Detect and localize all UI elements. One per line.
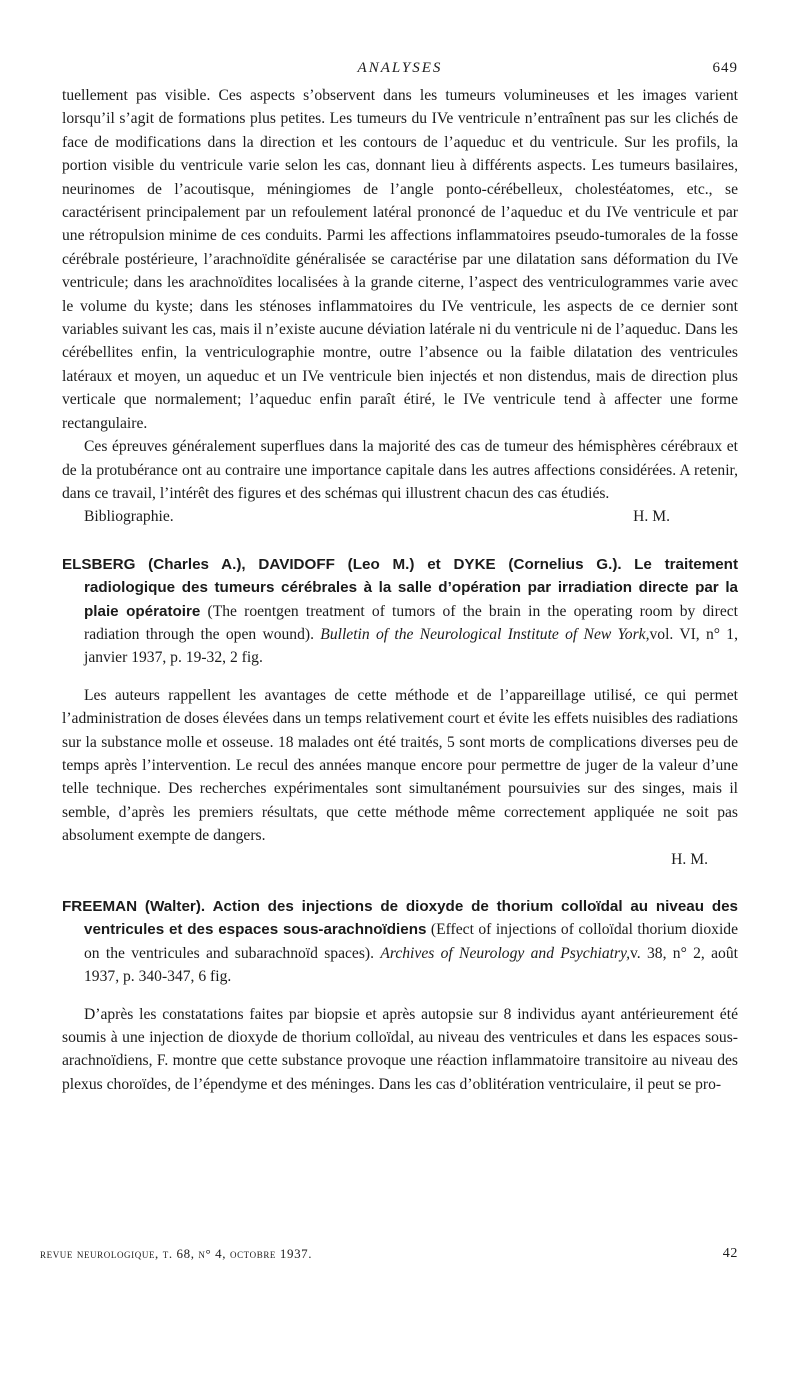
entry-journal: Bulletin of the Neurological Institute of New York, [320, 625, 650, 643]
entry-heading [62, 895, 738, 989]
entry-signature: H. M. [671, 850, 708, 868]
reviewer-signature: H. M. [633, 508, 670, 526]
page-footer [40, 1246, 738, 1262]
entry-heading [62, 553, 738, 670]
running-head [62, 58, 738, 84]
page-number: 649 [712, 60, 738, 76]
footer-journal: revue neurologique, t. 68, n° 4, octobre 1937. [40, 1246, 313, 1261]
entry-authors: FREEMAN (Walter). [62, 898, 206, 915]
entry-title-french: Action des injections de dioxyde de thorium colloïdal au niveau des ventricules et des espaces sous-arachnoïdiens [84, 898, 738, 939]
entry-title-english: (Effect of injections of colloïdal thorium dioxide on the ventricules and subarachnoïd spaces). [84, 921, 738, 962]
entry-citation: vol. VI, n° 1, janvier 1937, p. 19-32, 2 fig. [84, 625, 738, 667]
entry-citation: v. 38, n° 2, août 1937, p. 340-347, 6 fig. [84, 944, 738, 986]
entry-abstract: D’après les constatations faites par biopsie et après autopsie sur 8 individus ayant antérieurement été soumis à une injection de dioxyde de thorium colloïdal, au niveau des ventricules et dans les espaces sous-arachnoïdiens, F. montre que cette substance provoque une réaction inflammatoire transitoire au niveau des plexus choroïdes, de l’épendyme et des méninges. Dans les cas d’oblitération ventriculaire, il peut se pro- [62, 1005, 738, 1093]
running-head-title: ANALYSES [357, 60, 443, 76]
bibliography-label: Bibliographie. [84, 508, 174, 526]
journal-page [62, 58, 738, 1096]
continued-paragraph-2: Ces épreuves généralement superflues dans la majorité des cas de tumeur des hémisphères cérébraux et de la protubérance ont au contraire une importance capitale dans les autres affections considérées. A retenir, dans ce travail, l’intérêt des figures et des schémas qui illustrent chacun des cas étudiés. [62, 438, 738, 502]
entry-authors: ELSBERG (Charles A.), DAVIDOFF (Leo M.) et DYKE (Cornelius G.). [62, 555, 622, 573]
entry-journal: Archives of Neurology and Psychiatry, [380, 944, 631, 962]
continued-paragraph: tuellement pas visible. Ces aspects s’observent dans les tumeurs volumineuses et les images varient lorsqu’il s’agit de formations plus petites. Les tumeurs du IVe ventricule n’entraînent pas sur les clichés de face de modifications dans la direction et les contours de l’aqueduc et du ventricule. Sur les profils, la portion visible du ventricule varie selon les cas, donnant lieu à différents aspects. Les tumeurs basilaires, neurinomes de l’acoutisque, méningiomes de l’angle ponto-cérébelleux, cholestéatomes, etc., se caractérisent principalement par un refoulement latéral prononcé de l’aqueduc et du IVe ventricule et par une rétropulsion minime de ces conduits. Parmi les affections inflammatoires pseudo-tumorales de la fosse cérébrale postérieure, l’arachnoïdite généralisée se caractérise par une dilatation sans déformation du IVe ventricule; dans les arachnoïdites localisées à la grande citerne, l’aspect des ventriculogrammes varie avec le volume du kyste; dans les sténoses inflammatoires du IVe ventricule, les aspects de ce dernier sont variables suivant les cas, mais il n’existe aucune déviation latérale ni du ventricule ni de l’aqueduc. Dans les cérébellites enfin, la ventriculographie montre, outre l’absence ou la faible dilatation des ventricules latéraux et moyen, un aqueduc et un IVe ventricule bien injectés et non distendus, mais de direction plus verticale que normalement; l’aqueduc enfin paraît étiré, le IVe ventricule tend à affecter une forme rectangulaire. [62, 87, 738, 432]
continued-review [62, 84, 738, 529]
entry-title-english: (The roentgen treatment of tumors of the brain in the operating room by direct radiation through the open wound). [84, 602, 738, 643]
review-entry-elsberg [62, 553, 738, 871]
review-entry-freeman [62, 895, 738, 1096]
footer-signature-mark: 42 [722, 1246, 738, 1261]
entry-title-french: Le traitement radiologique des tumeurs cérébrales à la salle d’opération par irradiation directe par la plaie opératoire [84, 555, 738, 620]
entry-abstract: Les auteurs rappellent les avantages de cette méthode et de l’appareillage utilisé, ce qui permet l’administration de doses élevées dans un temps relativement court et évite les effets nuisibles des radiations sur la substance molle et osseuse. 18 malades ont été traités, 5 sont morts de complications diverses peu de temps après l’intervention. Le recul des années manque encore pour permettre de juger de la valeur d’une telle technique. Des recherches expérimentales sont simultanément poursuivies sur des singes, mais il semble, d’après les premiers résultats, que cette méthode même correctement appliquée ne soit pas absolument exempte de dangers. [62, 686, 738, 845]
bibliography-line [62, 505, 738, 528]
